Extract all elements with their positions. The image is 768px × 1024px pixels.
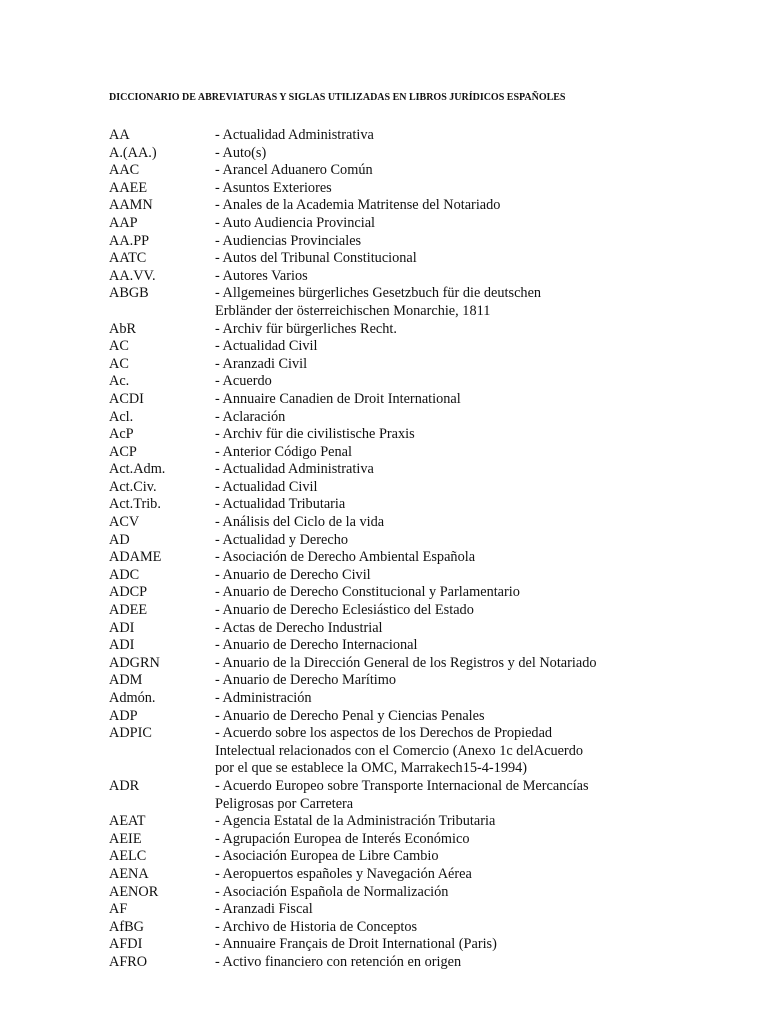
abbreviation-entry [109, 708, 749, 726]
abbreviation-entry [109, 831, 749, 849]
definition-line: - Autores Varios [215, 267, 308, 284]
abbreviation-entry [109, 936, 749, 954]
definition-line: - Asuntos Exteriores [215, 179, 332, 196]
abbreviation-entry [109, 285, 749, 320]
abbreviation-entry [109, 233, 749, 251]
abbreviation-definition [215, 637, 749, 655]
definition-line: Peligrosas por Carretera [215, 795, 354, 812]
abbreviation-term: ADGRN [109, 654, 160, 671]
abbreviation-entry [109, 127, 749, 145]
definition-line: - Anterior Código Penal [215, 443, 352, 460]
definition-line: - Actualidad Civil [215, 338, 318, 355]
abbreviation-entry [109, 884, 749, 902]
definition-line: - Actualidad Administrativa [215, 461, 374, 478]
definition-line: - Actualidad Civil [215, 478, 318, 495]
abbreviation-term: A.(AA.) [109, 144, 157, 161]
definition-line: - Acuerdo sobre los aspectos de los Derechos de Propiedad [215, 725, 553, 742]
definition-line: - Asociación de Derecho Ambiental Española [215, 549, 476, 566]
abbreviation-term: ADI [109, 619, 135, 636]
abbreviation-term: ACV [109, 514, 140, 531]
abbreviation-term: AFDI [109, 936, 143, 953]
abbreviation-entry [109, 584, 749, 602]
abbreviation-definition [215, 567, 749, 585]
definition-line: - Agencia Estatal de la Administración Tributaria [215, 813, 496, 830]
abbreviation-entry [109, 162, 749, 180]
abbreviation-definition [215, 532, 749, 550]
abbreviation-term: AC [109, 355, 129, 372]
abbreviation-definition [215, 391, 749, 409]
abbreviation-definition [215, 162, 749, 180]
definition-line: - Annuaire Canadien de Droit International [215, 390, 461, 407]
definition-line: - Autos del Tribunal Constitucional [215, 250, 417, 267]
abbreviation-entry [109, 373, 749, 391]
abbreviation-entry [109, 532, 749, 550]
abbreviation-entry [109, 426, 749, 444]
abbreviation-entry [109, 250, 749, 268]
definition-line: - Análisis del Ciclo de la vida [215, 514, 385, 531]
abbreviation-term: ADR [109, 777, 140, 794]
abbreviation-term: AATC [109, 250, 147, 267]
abbreviation-term: AENOR [109, 883, 159, 900]
document-title: DICCIONARIO DE ABREVIATURAS Y SIGLAS UTILIZADAS EN LIBROS JURÍDICOS ESPAÑOLES [109, 92, 566, 103]
abbreviation-term: ACP [109, 443, 137, 460]
abbreviation-term: ABGB [109, 285, 149, 302]
abbreviation-entry [109, 848, 749, 866]
abbreviation-list [109, 127, 749, 972]
abbreviation-term: AfBG [109, 918, 144, 935]
abbreviation-term: Act.Civ. [109, 478, 157, 495]
abbreviation-entry [109, 444, 749, 462]
abbreviation-term: ADM [109, 672, 143, 689]
abbreviation-entry [109, 919, 749, 937]
abbreviation-entry [109, 496, 749, 514]
abbreviation-entry [109, 602, 749, 620]
abbreviation-term: AEAT [109, 813, 146, 830]
definition-line: - Archivo de Historia de Conceptos [215, 918, 418, 935]
abbreviation-entry [109, 637, 749, 655]
abbreviation-definition [215, 813, 749, 831]
abbreviation-term: Admón. [109, 690, 156, 706]
abbreviation-definition [215, 250, 749, 268]
abbreviation-term: ADPIC [109, 725, 152, 742]
definition-line: - Annuaire Français de Droit International (Paris) [215, 936, 497, 953]
abbreviation-term: AD [109, 531, 130, 548]
abbreviation-term: AAC [109, 162, 140, 179]
definition-line: por el que se establece la OMC, Marrakech15-4-1994) [215, 760, 528, 777]
definition-line: - Anuario de Derecho Marítimo [215, 672, 397, 689]
abbreviation-definition [215, 602, 749, 620]
abbreviation-entry [109, 567, 749, 585]
definition-line: - Aranzadi Civil [215, 355, 308, 372]
definition-line: - Allgemeines bürgerliches Gesetzbuch für die deutschen [215, 285, 542, 302]
abbreviation-entry [109, 356, 749, 374]
abbreviation-entry [109, 901, 749, 919]
definition-line: - Actualidad Tributaria [215, 496, 346, 513]
abbreviation-term: Act.Trib. [109, 496, 161, 513]
abbreviation-term: AC [109, 338, 129, 355]
abbreviation-term: AFRO [109, 953, 148, 970]
abbreviation-definition [215, 620, 749, 638]
abbreviation-definition [215, 285, 749, 320]
abbreviation-definition [215, 180, 749, 198]
definition-line: - Actualidad y Derecho [215, 531, 348, 548]
definition-line: - Asociación Española de Normalización [215, 883, 449, 900]
abbreviation-term: AA [109, 127, 130, 143]
abbreviation-term: Ac. [109, 373, 130, 390]
abbreviation-definition [215, 549, 749, 567]
abbreviation-definition [215, 338, 749, 356]
abbreviation-term: Acl. [109, 408, 134, 425]
abbreviation-term: AF [109, 901, 128, 918]
abbreviation-term: AENA [109, 865, 149, 882]
abbreviation-term: ADI [109, 637, 135, 654]
abbreviation-term: AA.VV. [109, 267, 156, 284]
abbreviation-entry [109, 655, 749, 673]
abbreviation-definition [215, 356, 749, 374]
abbreviation-definition [215, 708, 749, 726]
abbreviation-definition [215, 496, 749, 514]
abbreviation-entry [109, 672, 749, 690]
definition-line: - Anuario de la Dirección General de los Registros y del Notariado [215, 654, 597, 671]
definition-line: Erbländer der österreichischen Monarchie, 1811 [215, 302, 491, 319]
abbreviation-entry [109, 391, 749, 409]
definition-line: - Anuario de Derecho Civil [215, 566, 371, 583]
abbreviation-term: AAMN [109, 197, 153, 214]
definition-line: - Anales de la Academia Matritense del Notariado [215, 197, 501, 214]
definition-line: - Asociación Europea de Libre Cambio [215, 848, 439, 865]
abbreviation-definition [215, 936, 749, 954]
abbreviation-definition [215, 514, 749, 532]
definition-line: - Actas de Derecho Industrial [215, 619, 383, 636]
abbreviation-term: ADCP [109, 584, 148, 601]
abbreviation-definition [215, 884, 749, 902]
definition-line: - Arancel Aduanero Común [215, 162, 373, 179]
definition-line: - Anuario de Derecho Internacional [215, 637, 418, 654]
abbreviation-term: Act.Adm. [109, 461, 166, 478]
abbreviation-definition [215, 461, 749, 479]
abbreviation-entry [109, 338, 749, 356]
definition-line: - Acuerdo [215, 373, 272, 390]
definition-line: - Administración [215, 690, 312, 706]
abbreviation-entry [109, 197, 749, 215]
definition-line: - Actualidad Administrativa [215, 127, 374, 143]
abbreviation-term: AEIE [109, 830, 142, 847]
abbreviation-definition [215, 127, 749, 145]
definition-line: - Auto(s) [215, 144, 267, 161]
abbreviation-definition [215, 672, 749, 690]
abbreviation-entry [109, 215, 749, 233]
abbreviation-entry [109, 268, 749, 286]
abbreviation-term: AA.PP [109, 232, 150, 249]
abbreviation-definition [215, 954, 749, 972]
abbreviation-definition [215, 409, 749, 427]
abbreviation-entry [109, 620, 749, 638]
abbreviation-term: ACDI [109, 390, 144, 407]
definition-line: - Aeropuertos españoles y Navegación Aérea [215, 865, 472, 882]
abbreviation-entry [109, 479, 749, 497]
abbreviation-definition [215, 831, 749, 849]
abbreviation-definition [215, 866, 749, 884]
definition-line: - Audiencias Provinciales [215, 232, 362, 249]
abbreviation-definition [215, 584, 749, 602]
abbreviation-definition [215, 725, 749, 778]
abbreviation-definition [215, 778, 749, 813]
abbreviation-term: AAEE [109, 179, 148, 196]
abbreviation-term: AAP [109, 214, 138, 231]
abbreviation-definition [215, 321, 749, 339]
definition-line: - Acuerdo Europeo sobre Transporte Internacional de Mercancías [215, 777, 589, 794]
definition-line: - Archiv für die civilistische Praxis [215, 426, 415, 443]
definition-line: - Agrupación Europea de Interés Económico [215, 830, 470, 847]
abbreviation-definition [215, 268, 749, 286]
abbreviation-term: ADC [109, 566, 140, 583]
abbreviation-definition [215, 197, 749, 215]
abbreviation-term: ADEE [109, 602, 148, 619]
abbreviation-term: AcP [109, 426, 134, 443]
abbreviation-entry [109, 778, 749, 813]
abbreviation-entry [109, 725, 749, 778]
abbreviation-definition [215, 479, 749, 497]
abbreviation-definition [215, 848, 749, 866]
abbreviation-term: ADP [109, 707, 138, 724]
abbreviation-definition [215, 655, 749, 673]
abbreviation-definition [215, 919, 749, 937]
definition-line: - Anuario de Derecho Eclesiástico del Estado [215, 602, 474, 619]
definition-line: - Archiv für bürgerliches Recht. [215, 320, 397, 337]
abbreviation-definition [215, 233, 749, 251]
definition-line: Intelectual relacionados con el Comercio (Anexo 1c delAcuerdo [215, 742, 583, 759]
definition-line: - Anuario de Derecho Penal y Ciencias Penales [215, 707, 485, 724]
abbreviation-entry [109, 180, 749, 198]
abbreviation-entry [109, 461, 749, 479]
abbreviation-definition [215, 901, 749, 919]
abbreviation-entry [109, 409, 749, 427]
abbreviation-entry [109, 690, 749, 708]
abbreviation-entry [109, 813, 749, 831]
abbreviation-definition [215, 145, 749, 163]
abbreviation-term: AELC [109, 848, 147, 865]
definition-line: - Anuario de Derecho Constitucional y Parlamentario [215, 584, 520, 601]
abbreviation-entry [109, 321, 749, 339]
abbreviation-entry [109, 514, 749, 532]
definition-line: - Activo financiero con retención en origen [215, 953, 462, 970]
abbreviation-definition [215, 426, 749, 444]
abbreviation-entry [109, 549, 749, 567]
abbreviation-definition [215, 444, 749, 462]
definition-line: - Auto Audiencia Provincial [215, 214, 376, 231]
abbreviation-entry [109, 954, 749, 972]
definition-line: - Aranzadi Fiscal [215, 901, 313, 918]
abbreviation-definition [215, 690, 749, 708]
abbreviation-term: ADAME [109, 549, 162, 566]
abbreviation-definition [215, 373, 749, 391]
abbreviation-definition [215, 215, 749, 233]
definition-line: - Aclaración [215, 408, 286, 425]
abbreviation-entry [109, 866, 749, 884]
abbreviation-term: AbR [109, 320, 137, 337]
abbreviation-entry [109, 145, 749, 163]
